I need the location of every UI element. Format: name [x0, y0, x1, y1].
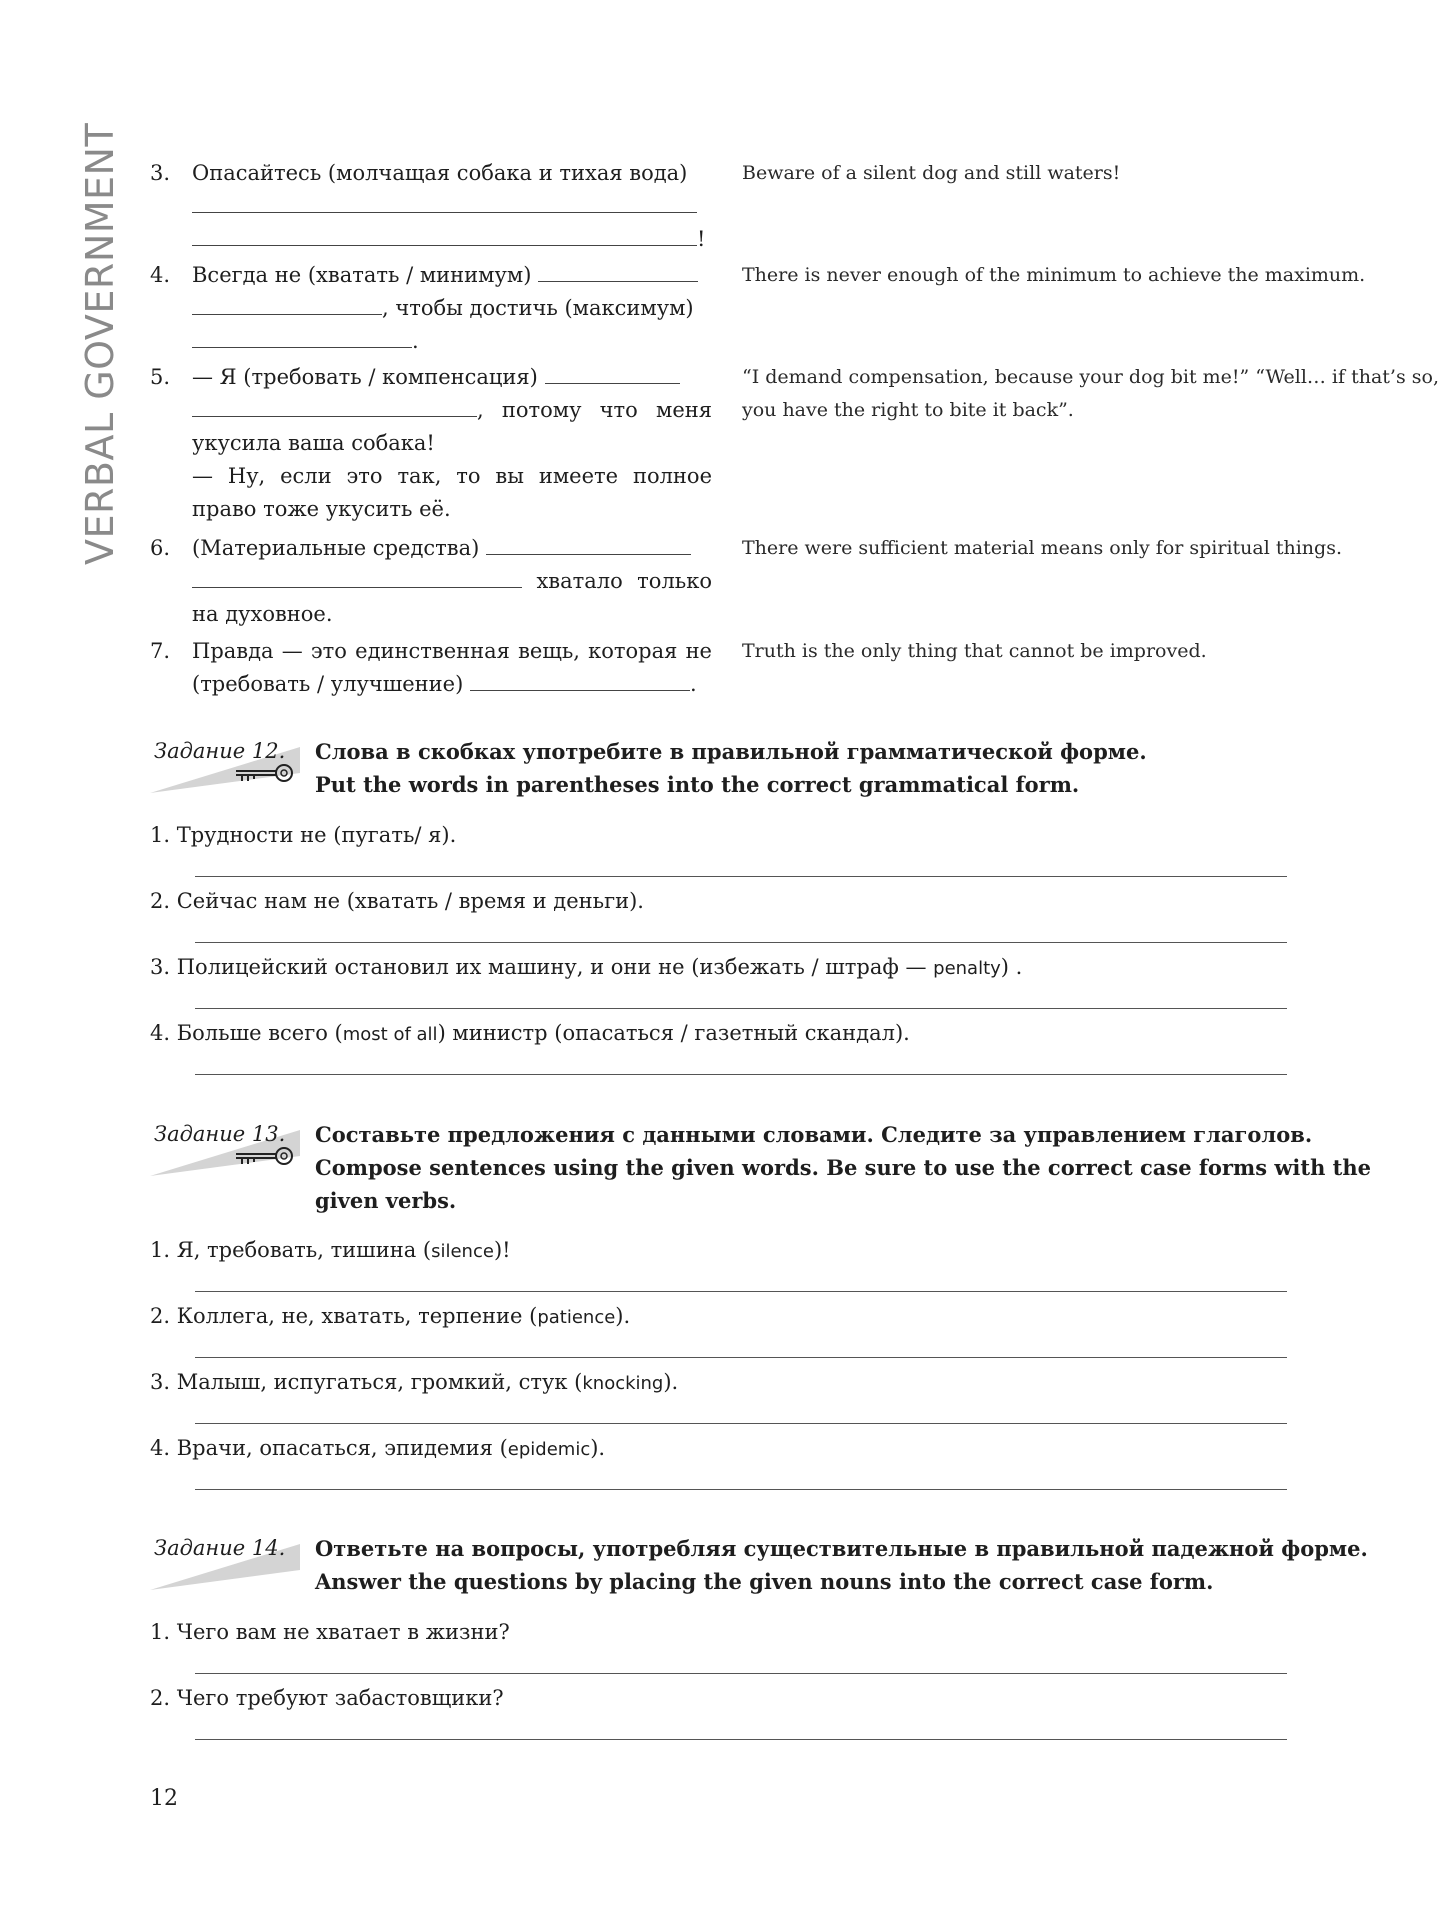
english-translation: There is never enough of the minimum to achieve the maximum.	[742, 264, 1366, 286]
question-item: 3. Полицейский остановил их машину, и они не (избежать / штраф — penalty) .	[150, 955, 1023, 979]
answer-line[interactable]	[195, 1008, 1287, 1009]
task-instructions: Слова в скобках употребите в правильной грамматической форме. Put the words in parentheses into the correct grammatical form.	[315, 739, 1147, 797]
item-number: 3.	[150, 161, 171, 185]
item-number: 7.	[150, 639, 171, 663]
answer-line[interactable]	[195, 1357, 1287, 1358]
answer-line[interactable]	[195, 1739, 1287, 1740]
question-item: 1. Трудности не (пугать/ я).	[150, 823, 457, 847]
english-translation: There were sufficient material means only for spiritual things.	[742, 537, 1342, 559]
answer-line[interactable]	[195, 942, 1287, 943]
answer-line[interactable]	[195, 1489, 1287, 1490]
russian-text: Опасайтесь (молчащая собака и тихая вода) !	[192, 161, 706, 251]
key-icon	[234, 1144, 296, 1170]
russian-text: Правда — это единственная вещь, которая не (требовать / улучшение) .	[192, 639, 712, 696]
question-item: 2. Коллега, не, хватать, терпение (patience).	[150, 1304, 631, 1328]
question-item: 3. Малыш, испугаться, громкий, стук (knocking).	[150, 1370, 679, 1394]
key-icon	[234, 761, 296, 787]
question-item: 2. Сейчас нам не (хватать / время и деньги).	[150, 889, 644, 913]
task-instructions: Ответьте на вопросы, употребляя существительные в правильной падежной форме. Answer the questions by placing the given nouns into the correct case form.	[315, 1536, 1368, 1594]
question-item: 4. Врачи, опасаться, эпидемия (epidemic).	[150, 1436, 606, 1460]
question-item: 4. Больше всего (most of all) министр (опасаться / газетный скандал).	[150, 1021, 910, 1045]
blank-line[interactable]	[192, 325, 412, 348]
blank-line[interactable]	[486, 532, 691, 555]
blank-line[interactable]	[192, 190, 697, 213]
exercise-item	[150, 157, 1295, 256]
exercise-item	[150, 532, 1342, 631]
task-label: Задание 12.	[154, 739, 286, 763]
task-instructions: Составьте предложения с данными словами. Следите за управлением глаголов. Compose sentences using the given words. Be sure to use the correct case forms with the given verbs.	[315, 1122, 1371, 1213]
answer-line[interactable]	[195, 1074, 1287, 1075]
exercise-item	[150, 635, 1295, 701]
english-translation: Beware of a silent dog and still waters!	[742, 162, 1121, 184]
blank-line[interactable]	[192, 223, 697, 246]
russian-text: Всегда не (хватать / минимум) , чтобы достичь (максимум) .	[192, 259, 712, 358]
question-item: 1. Чего вам не хватает в жизни?	[150, 1620, 510, 1644]
answer-line[interactable]	[195, 1673, 1287, 1674]
english-translation: “I demand compensation, because your dog bit me!” “Well… if that’s so, you have the right to bite it back”.	[742, 366, 1439, 421]
russian-text: — Я (требовать / компенсация) , потому что меня укусила ваша собака! — Ну, если это так, то вы имеете полное право тоже укусить её.	[192, 361, 712, 526]
task-label: Задание 13.	[154, 1122, 286, 1146]
item-number: 4.	[150, 263, 171, 287]
task-label: Задание 14.	[154, 1536, 286, 1560]
english-translation: Truth is the only thing that cannot be improved.	[742, 640, 1207, 662]
blank-line[interactable]	[192, 394, 477, 417]
question-item: 2. Чего требуют забастовщики?	[150, 1686, 504, 1710]
blank-line[interactable]	[538, 259, 698, 282]
item-number: 5.	[150, 365, 171, 389]
section-title: VERBAL GOVERNMENT	[78, 122, 122, 565]
blank-line[interactable]	[192, 292, 382, 315]
blank-line[interactable]	[470, 668, 690, 691]
exercise-item	[150, 361, 1439, 526]
page-number: 12	[150, 1786, 178, 1811]
answer-line[interactable]	[195, 876, 1287, 877]
question-item: 1. Я, требовать, тишина (silence)!	[150, 1238, 511, 1262]
answer-line[interactable]	[195, 1423, 1287, 1424]
blank-line[interactable]	[545, 361, 680, 384]
russian-text: (Материальные средства) хватало только на духовное.	[192, 532, 712, 631]
item-number: 6.	[150, 536, 171, 560]
answer-line[interactable]	[195, 1291, 1287, 1292]
exercise-item	[150, 259, 1366, 358]
blank-line[interactable]	[192, 565, 522, 588]
